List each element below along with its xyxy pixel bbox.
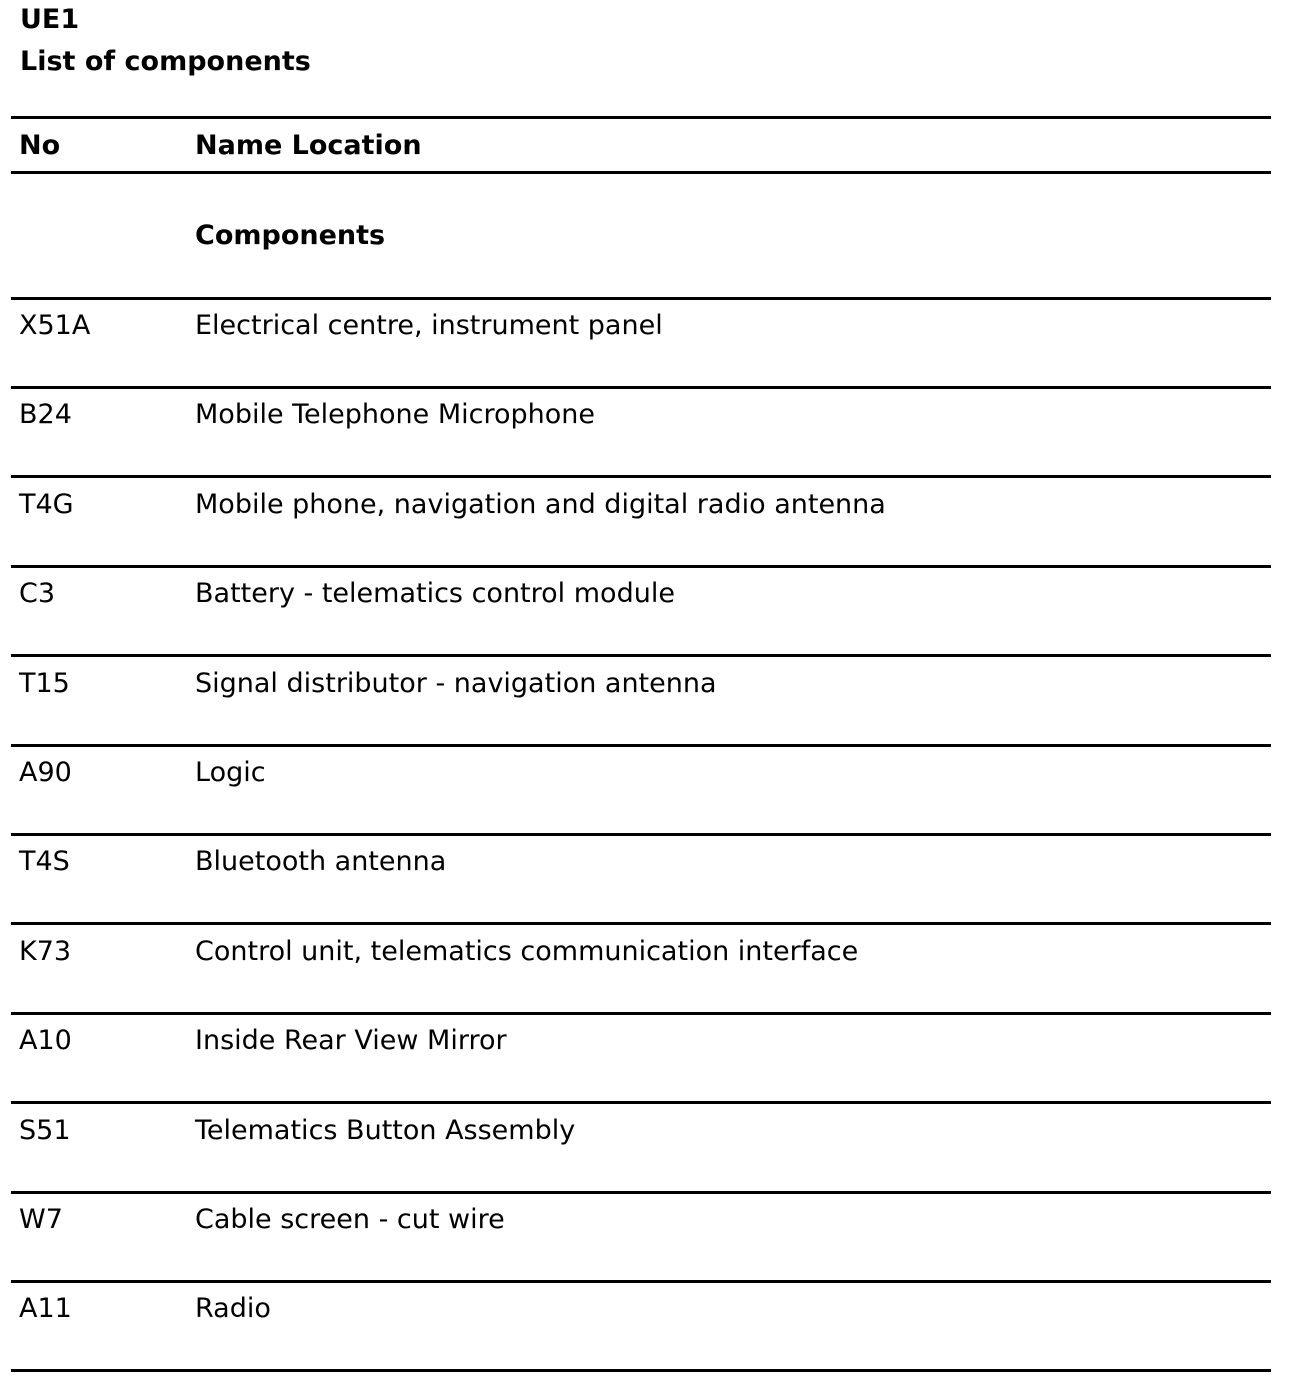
component-number: A90: [19, 757, 72, 788]
component-name-location: Cable screen - cut wire: [195, 1204, 505, 1235]
document-title: List of components: [20, 46, 311, 77]
row-divider: [11, 1012, 1271, 1015]
row-divider: [11, 1280, 1271, 1283]
component-number: T4S: [19, 846, 70, 878]
component-number: S51: [19, 1114, 71, 1146]
row-divider: [11, 1369, 1271, 1372]
component-name-location: Mobile Telephone Microphone: [195, 399, 596, 431]
component-number: A11: [19, 1293, 72, 1325]
component-number: A10: [19, 1025, 72, 1057]
row-divider: [11, 565, 1271, 568]
component-name-location: Radio: [195, 1293, 271, 1325]
component-number: K73: [19, 935, 72, 967]
row-divider: [11, 833, 1271, 836]
row-divider: [11, 654, 1271, 657]
column-header-name-location: Name Location: [195, 130, 422, 161]
component-name-location: Control unit, telematics communication interface: [195, 935, 859, 967]
component-name-location: Electrical centre, instrument panel: [195, 310, 663, 341]
row-divider: [11, 1191, 1271, 1194]
component-name-location: Bluetooth antenna: [195, 846, 447, 878]
component-name-location: Telematics Button Assembly: [195, 1114, 576, 1146]
row-divider: [11, 1101, 1271, 1104]
section-bottom-rule: [11, 297, 1271, 300]
component-number: X51A: [19, 310, 91, 341]
row-divider: [11, 475, 1271, 478]
component-number: B24: [19, 399, 72, 431]
component-number: C3: [19, 578, 56, 610]
component-number: W7: [19, 1204, 63, 1235]
header-bottom-rule: [11, 171, 1271, 174]
row-divider: [11, 744, 1271, 747]
row-divider: [11, 386, 1271, 389]
component-number: T15: [19, 667, 70, 699]
component-name-location: Logic: [195, 757, 266, 788]
component-name-location: Mobile phone, navigation and digital radio antenna: [195, 488, 886, 520]
document-code: UE1: [20, 4, 80, 35]
column-header-no: No: [19, 130, 61, 161]
component-number: T4G: [19, 488, 74, 520]
section-label-components: Components: [195, 220, 386, 251]
component-name-location: Signal distributor - navigation antenna: [195, 667, 717, 699]
row-divider: [11, 922, 1271, 925]
table-top-rule: [11, 116, 1271, 119]
component-name-location: Inside Rear View Mirror: [195, 1025, 507, 1057]
component-name-location: Battery - telematics control module: [195, 578, 675, 610]
